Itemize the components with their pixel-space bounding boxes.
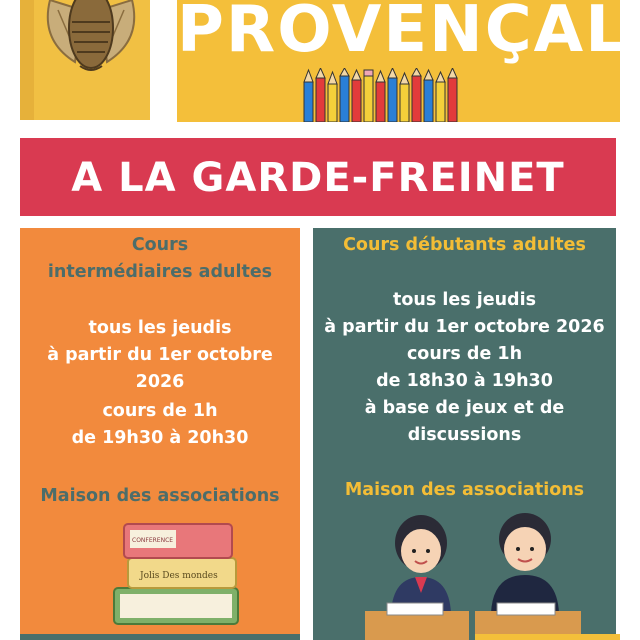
intermediate-location: Maison des associations <box>40 486 280 506</box>
title-banner <box>20 138 616 216</box>
bottom-strip-left <box>20 634 300 640</box>
bottom-strip-right <box>475 634 620 640</box>
intermediate-course-panel <box>20 228 300 640</box>
intermediate-duration-line1: cours de 1h <box>102 401 218 421</box>
intermediate-schedule-line1: tous les jeudis <box>88 318 232 338</box>
intermediate-heading-line2: intermédiaires adultes <box>47 262 273 282</box>
banner-text: A LA GARDE-FREINET <box>71 155 565 201</box>
beginner-location: Maison des associations <box>344 480 585 500</box>
intermediate-heading-line1: Cours <box>131 235 189 255</box>
beginner-heading: Cours débutants adultes <box>343 235 586 255</box>
beginner-line6: discussions <box>407 425 522 445</box>
beginner-line4: de 18h30 à 19h30 <box>376 371 553 391</box>
beginner-line3: cours de 1h <box>406 344 523 364</box>
pencils-icon <box>302 68 462 122</box>
cicada-icon <box>20 0 150 120</box>
beginner-line1: tous les jeudis <box>393 290 536 310</box>
book-spine-1: CONFERENCE <box>132 537 174 544</box>
books-icon <box>110 518 250 640</box>
intermediate-schedule-line2: à partir du 1er octobre 2026 <box>47 345 273 392</box>
intermediate-duration-line2: de 19h30 à 20h30 <box>71 428 249 448</box>
cicada-tile <box>20 0 150 120</box>
title-block <box>177 0 628 122</box>
book-spine-2: Jolis Des mondes <box>140 571 218 581</box>
beginner-line5: à base de jeux et de <box>364 398 565 418</box>
students-icon <box>363 503 583 640</box>
beginner-course-panel <box>313 228 616 640</box>
main-title: PROVENÇAL <box>177 0 628 67</box>
beginner-line2: à partir du 1er octobre 2026 <box>324 317 605 337</box>
